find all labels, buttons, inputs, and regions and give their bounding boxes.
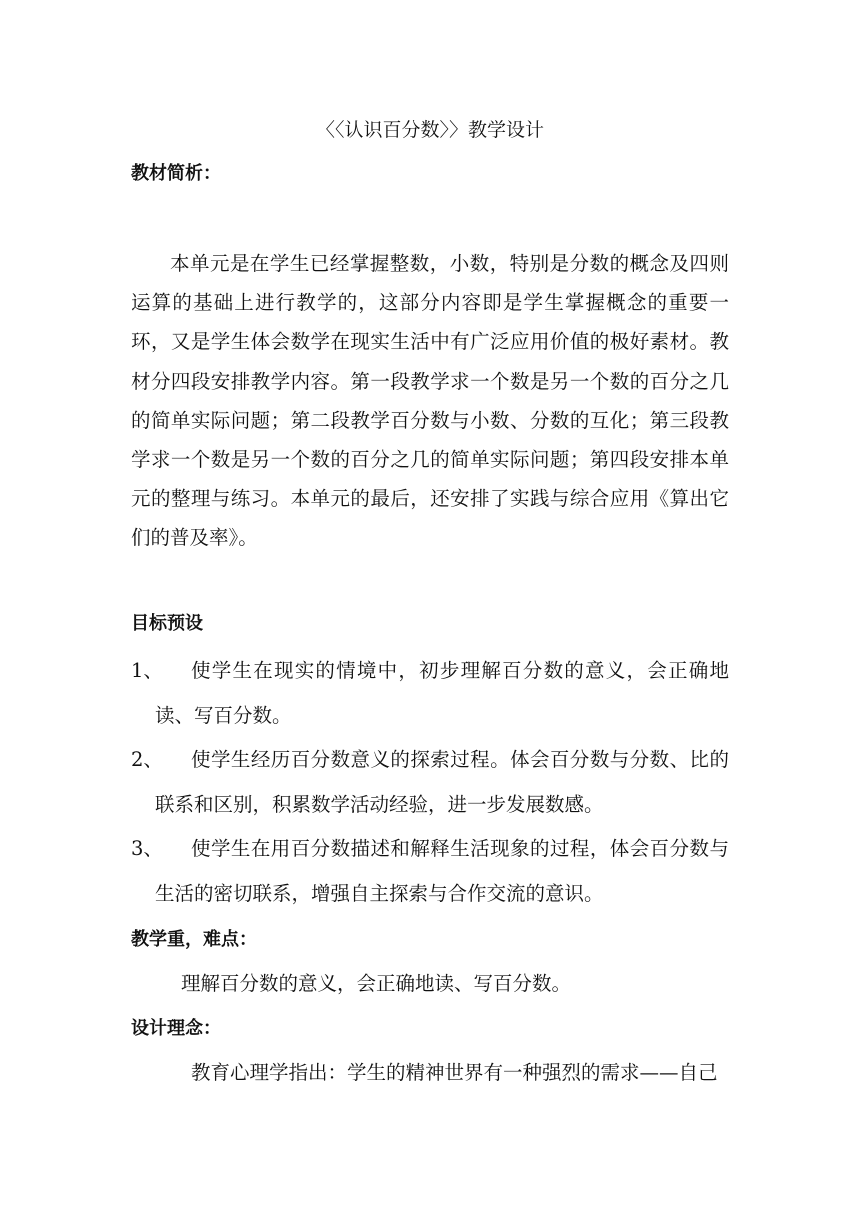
- section-heading-analysis: 教材简析：: [131, 163, 221, 184]
- goal-number-3: 3、: [131, 837, 163, 860]
- goal-number-1: 1、: [131, 659, 163, 682]
- concept-text: 教育心理学指出：学生的精神世界有一种强烈的需求——自己: [191, 1061, 718, 1084]
- section-heading-goals: 目标预设: [131, 613, 203, 634]
- section-heading-key-points: 教学重，难点：: [131, 929, 257, 950]
- goal-text-1: 使学生在现实的情境中，初步理解百分数的意义，会正确地读、写百分数。: [155, 659, 729, 727]
- goal-text-3: 使学生在用百分数描述和解释生活现象的过程，体会百分数与生活的密切联系，增强自主探索与合作交流的意识。: [155, 837, 729, 905]
- analysis-paragraph: 本单元是在学生已经掌握整数，小数，特别是分数的概念及四则运算的基础上进行教学的，这部分内容即是学生掌握概念的重要一环，又是学生体会数学在现实生活中有广泛应用价值的极好素材。教材分四段安排教学内容。第一段教学求一个数是另一个数的百分之几的简单实际问题；第二段教学百分数与小数、分数的互化；第三段教学求一个数是另一个数的百分之几的简单实际问题；第四段安排本单元的整理与练习。本单元的最后，还安排了实践与综合应用《算出它们的普及率》。: [131, 252, 729, 550]
- goal-item-1: [131, 648, 729, 738]
- goal-text-2: 使学生经历百分数意义的探索过程。体会百分数与分数、比的联系和区别，积累数学活动经验，进一步发展数感。: [155, 748, 729, 816]
- key-points-text: 理解百分数的意义，会正确地读、写百分数。: [181, 972, 572, 995]
- goal-item-3: [131, 826, 729, 916]
- section-heading-concept: 设计理念：: [131, 1018, 221, 1039]
- document-title: 〈〈认识百分数〉〉教学设计: [315, 119, 544, 141]
- goal-item-2: [131, 737, 729, 827]
- goal-number-2: 2、: [131, 748, 163, 771]
